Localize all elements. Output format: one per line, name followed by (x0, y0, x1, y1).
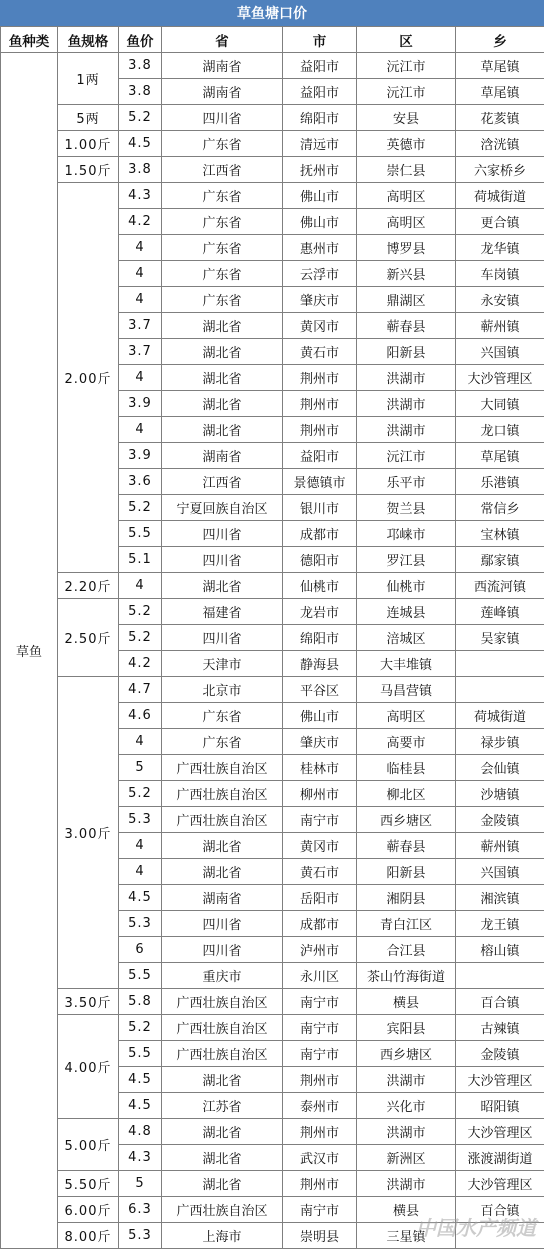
province-cell: 广东省 (162, 703, 283, 729)
city-cell: 抚州市 (283, 157, 357, 183)
township-cell: 西流河镇 (456, 573, 544, 599)
price-cell: 5.2 (119, 495, 162, 521)
district-cell: 罗江县 (357, 547, 456, 573)
province-cell: 江西省 (162, 469, 283, 495)
province-cell: 四川省 (162, 911, 283, 937)
province-cell: 广西壮族自治区 (162, 989, 283, 1015)
city-cell: 泰州市 (283, 1093, 357, 1119)
township-cell: 更合镇 (456, 209, 544, 235)
province-cell: 宁夏回族自治区 (162, 495, 283, 521)
district-cell: 沅江市 (357, 53, 456, 79)
price-cell: 5.2 (119, 105, 162, 131)
province-cell: 四川省 (162, 937, 283, 963)
city-cell: 佛山市 (283, 209, 357, 235)
district-cell: 三星镇 (357, 1223, 456, 1249)
township-cell: 大沙管理区 (456, 365, 544, 391)
district-cell: 阳新县 (357, 339, 456, 365)
province-cell: 广东省 (162, 209, 283, 235)
size-cell: 1.50斤 (58, 157, 119, 183)
price-cell: 4.8 (119, 1119, 162, 1145)
price-cell: 4.5 (119, 885, 162, 911)
city-cell: 桂林市 (283, 755, 357, 781)
township-cell: 车岗镇 (456, 261, 544, 287)
price-cell: 3.6 (119, 469, 162, 495)
size-cell: 8.00斤 (58, 1223, 119, 1249)
district-cell: 乐平市 (357, 469, 456, 495)
district-cell: 高明区 (357, 183, 456, 209)
province-cell: 四川省 (162, 105, 283, 131)
size-cell: 2.00斤 (58, 183, 119, 573)
province-cell: 四川省 (162, 547, 283, 573)
table-row (1, 677, 544, 703)
city-cell: 荆州市 (283, 417, 357, 443)
price-cell: 5.3 (119, 807, 162, 833)
city-cell: 德阳市 (283, 547, 357, 573)
size-cell: 3.50斤 (58, 989, 119, 1015)
table-row (1, 183, 544, 209)
size-cell: 5两 (58, 105, 119, 131)
district-cell: 洪湖市 (357, 1171, 456, 1197)
township-cell: 蕲州镇 (456, 833, 544, 859)
province-cell: 四川省 (162, 625, 283, 651)
city-cell: 肇庆市 (283, 287, 357, 313)
price-cell: 3.9 (119, 443, 162, 469)
district-cell: 柳北区 (357, 781, 456, 807)
price-cell: 3.9 (119, 391, 162, 417)
province-cell: 湖北省 (162, 1119, 283, 1145)
district-cell: 洪湖市 (357, 365, 456, 391)
province-cell: 湖北省 (162, 365, 283, 391)
city-cell: 南宁市 (283, 989, 357, 1015)
city-cell: 荆州市 (283, 1119, 357, 1145)
district-cell: 沅江市 (357, 443, 456, 469)
province-cell: 湖北省 (162, 313, 283, 339)
province-cell: 湖南省 (162, 79, 283, 105)
city-cell: 南宁市 (283, 1015, 357, 1041)
township-cell: 花荄镇 (456, 105, 544, 131)
table-row (1, 989, 544, 1015)
price-cell: 3.8 (119, 53, 162, 79)
price-cell: 4.5 (119, 1067, 162, 1093)
district-cell: 洪湖市 (357, 391, 456, 417)
price-cell: 3.7 (119, 313, 162, 339)
city-cell: 柳州市 (283, 781, 357, 807)
district-cell: 合江县 (357, 937, 456, 963)
price-cell: 5.2 (119, 599, 162, 625)
district-cell: 博罗县 (357, 235, 456, 261)
size-cell: 2.20斤 (58, 573, 119, 599)
district-cell: 崇仁县 (357, 157, 456, 183)
province-cell: 广西壮族自治区 (162, 781, 283, 807)
township-cell: 百合镇 (456, 1197, 544, 1223)
district-cell: 大丰堆镇 (357, 651, 456, 677)
price-cell: 4 (119, 833, 162, 859)
price-cell: 3.7 (119, 339, 162, 365)
table-row (1, 1015, 544, 1041)
city-cell: 南宁市 (283, 1197, 357, 1223)
table-row (1, 131, 544, 157)
price-cell: 5.2 (119, 781, 162, 807)
watermark: 中国水产频道 (416, 1216, 536, 1240)
district-cell: 横县 (357, 989, 456, 1015)
province-cell: 湖南省 (162, 443, 283, 469)
table-row (1, 1119, 544, 1145)
district-cell: 横县 (357, 1197, 456, 1223)
price-cell: 5.5 (119, 1041, 162, 1067)
district-cell: 仙桃市 (357, 573, 456, 599)
price-cell: 6 (119, 937, 162, 963)
township-cell: 草尾镇 (456, 79, 544, 105)
price-cell: 5 (119, 1171, 162, 1197)
price-cell: 4.5 (119, 131, 162, 157)
price-cell: 4 (119, 729, 162, 755)
township-cell: 大沙管理区 (456, 1067, 544, 1093)
township-cell: 古辣镇 (456, 1015, 544, 1041)
province-cell: 广东省 (162, 131, 283, 157)
province-cell: 广东省 (162, 183, 283, 209)
city-cell: 静海县 (283, 651, 357, 677)
province-cell: 湖北省 (162, 833, 283, 859)
district-cell: 贺兰县 (357, 495, 456, 521)
price-cell: 4.3 (119, 183, 162, 209)
city-cell: 黄冈市 (283, 833, 357, 859)
species-cell: 草鱼 (1, 53, 58, 1249)
township-cell: 龙华镇 (456, 235, 544, 261)
price-cell: 4 (119, 365, 162, 391)
size-cell: 3.00斤 (58, 677, 119, 989)
township-cell: 常信乡 (456, 495, 544, 521)
township-cell: 大沙管理区 (456, 1171, 544, 1197)
district-cell: 阳新县 (357, 859, 456, 885)
table-row (1, 1171, 544, 1197)
district-cell: 高明区 (357, 703, 456, 729)
city-cell: 益阳市 (283, 443, 357, 469)
district-cell: 蕲春县 (357, 833, 456, 859)
district-cell: 新洲区 (357, 1145, 456, 1171)
city-cell: 益阳市 (283, 79, 357, 105)
township-cell: 兴国镇 (456, 859, 544, 885)
city-cell: 崇明县 (283, 1223, 357, 1249)
district-cell: 湘阴县 (357, 885, 456, 911)
table-row (1, 1197, 544, 1223)
district-cell: 宾阳县 (357, 1015, 456, 1041)
price-cell: 4.2 (119, 209, 162, 235)
township-cell: 荷城街道 (456, 703, 544, 729)
price-cell: 4 (119, 859, 162, 885)
province-cell: 广东省 (162, 261, 283, 287)
township-cell: 龙口镇 (456, 417, 544, 443)
township-cell: 昭阳镇 (456, 1093, 544, 1119)
price-cell: 5.3 (119, 1223, 162, 1249)
township-cell: 金陵镇 (456, 807, 544, 833)
city-cell: 佛山市 (283, 703, 357, 729)
city-cell: 仙桃市 (283, 573, 357, 599)
header-city: 市 (283, 27, 357, 53)
price-cell: 5 (119, 755, 162, 781)
district-cell: 洪湖市 (357, 1119, 456, 1145)
district-cell: 洪湖市 (357, 417, 456, 443)
price-cell: 5.5 (119, 521, 162, 547)
city-cell: 银川市 (283, 495, 357, 521)
header-district: 区 (357, 27, 456, 53)
size-cell: 6.00斤 (58, 1197, 119, 1223)
table-row (1, 1223, 544, 1249)
price-cell: 3.8 (119, 79, 162, 105)
city-cell: 荆州市 (283, 1067, 357, 1093)
township-cell: 浛洸镇 (456, 131, 544, 157)
table-row (1, 53, 544, 79)
city-cell: 龙岩市 (283, 599, 357, 625)
province-cell: 湖北省 (162, 339, 283, 365)
city-cell: 景德镇市 (283, 469, 357, 495)
township-cell: 荷城街道 (456, 183, 544, 209)
township-cell: 大沙管理区 (456, 1119, 544, 1145)
size-cell: 1.00斤 (58, 131, 119, 157)
province-cell: 重庆市 (162, 963, 283, 989)
header-species: 鱼种类 (1, 27, 58, 53)
price-cell: 4 (119, 417, 162, 443)
township-cell: 湘滨镇 (456, 885, 544, 911)
city-cell: 益阳市 (283, 53, 357, 79)
district-cell: 高明区 (357, 209, 456, 235)
province-cell: 湖北省 (162, 1145, 283, 1171)
township-cell: 宝林镇 (456, 521, 544, 547)
province-cell: 湖北省 (162, 417, 283, 443)
city-cell: 黄石市 (283, 859, 357, 885)
township-cell (456, 651, 544, 677)
province-cell: 湖北省 (162, 859, 283, 885)
city-cell: 成都市 (283, 521, 357, 547)
header-price: 鱼价 (119, 27, 162, 53)
price-cell: 4 (119, 287, 162, 313)
province-cell: 广西壮族自治区 (162, 755, 283, 781)
district-cell: 新兴县 (357, 261, 456, 287)
township-cell (456, 963, 544, 989)
township-cell: 草尾镇 (456, 443, 544, 469)
city-cell: 荆州市 (283, 391, 357, 417)
district-cell: 青白江区 (357, 911, 456, 937)
price-cell: 5.2 (119, 1015, 162, 1041)
township-cell (456, 677, 544, 703)
city-cell: 泸州市 (283, 937, 357, 963)
price-cell: 4.7 (119, 677, 162, 703)
district-cell: 西乡塘区 (357, 807, 456, 833)
city-cell: 南宁市 (283, 807, 357, 833)
province-cell: 福建省 (162, 599, 283, 625)
province-cell: 广东省 (162, 729, 283, 755)
province-cell: 广西壮族自治区 (162, 1197, 283, 1223)
province-cell: 四川省 (162, 521, 283, 547)
district-cell: 蕲春县 (357, 313, 456, 339)
district-cell: 马昌营镇 (357, 677, 456, 703)
size-cell: 5.50斤 (58, 1171, 119, 1197)
price-cell: 4.2 (119, 651, 162, 677)
table-body (1, 53, 544, 1249)
province-cell: 广东省 (162, 287, 283, 313)
province-cell: 湖北省 (162, 573, 283, 599)
district-cell: 连城县 (357, 599, 456, 625)
province-cell: 湖北省 (162, 391, 283, 417)
price-cell: 4.5 (119, 1093, 162, 1119)
city-cell: 荆州市 (283, 365, 357, 391)
township-cell: 涨渡湖街道 (456, 1145, 544, 1171)
township-cell: 沙塘镇 (456, 781, 544, 807)
district-cell: 英德市 (357, 131, 456, 157)
township-cell: 百合镇 (456, 989, 544, 1015)
township-cell: 兴国镇 (456, 339, 544, 365)
city-cell: 荆州市 (283, 1171, 357, 1197)
province-cell: 广西壮族自治区 (162, 1015, 283, 1041)
city-cell: 肇庆市 (283, 729, 357, 755)
city-cell: 岳阳市 (283, 885, 357, 911)
province-cell: 广西壮族自治区 (162, 807, 283, 833)
size-cell: 2.50斤 (58, 599, 119, 677)
township-cell: 吴家镇 (456, 625, 544, 651)
district-cell: 西乡塘区 (357, 1041, 456, 1067)
header-size: 鱼规格 (58, 27, 119, 53)
township-cell: 六家桥乡 (456, 157, 544, 183)
province-cell: 湖北省 (162, 1171, 283, 1197)
city-cell: 云浮市 (283, 261, 357, 287)
township-cell: 会仙镇 (456, 755, 544, 781)
price-cell: 5.5 (119, 963, 162, 989)
district-cell: 安县 (357, 105, 456, 131)
city-cell: 平谷区 (283, 677, 357, 703)
table-row (1, 105, 544, 131)
province-cell: 广西壮族自治区 (162, 1041, 283, 1067)
price-cell: 3.8 (119, 157, 162, 183)
district-cell: 兴化市 (357, 1093, 456, 1119)
header-township: 乡 (456, 27, 544, 53)
township-cell (456, 1223, 544, 1249)
price-cell: 5.8 (119, 989, 162, 1015)
province-cell: 湖南省 (162, 885, 283, 911)
district-cell: 茶山竹海街道 (357, 963, 456, 989)
sheet-title: 草鱼塘口价 (0, 0, 544, 26)
province-cell: 上海市 (162, 1223, 283, 1249)
header-province: 省 (162, 27, 283, 53)
province-cell: 天津市 (162, 651, 283, 677)
price-table (0, 26, 544, 1249)
price-cell: 4.6 (119, 703, 162, 729)
city-cell: 永川区 (283, 963, 357, 989)
district-cell: 鼎湖区 (357, 287, 456, 313)
price-cell: 4 (119, 235, 162, 261)
table-row (1, 599, 544, 625)
price-cell: 4 (119, 573, 162, 599)
township-cell: 金陵镇 (456, 1041, 544, 1067)
province-cell: 湖北省 (162, 1067, 283, 1093)
district-cell: 涪城区 (357, 625, 456, 651)
district-cell: 临桂县 (357, 755, 456, 781)
province-cell: 江西省 (162, 157, 283, 183)
city-cell: 绵阳市 (283, 105, 357, 131)
province-cell: 广东省 (162, 235, 283, 261)
city-cell: 成都市 (283, 911, 357, 937)
size-cell: 1两 (58, 53, 119, 105)
township-cell: 龙王镇 (456, 911, 544, 937)
size-cell: 5.00斤 (58, 1119, 119, 1171)
header-row (1, 27, 544, 53)
table-header (1, 27, 544, 53)
city-cell: 南宁市 (283, 1041, 357, 1067)
township-cell: 榕山镇 (456, 937, 544, 963)
district-cell: 洪湖市 (357, 1067, 456, 1093)
district-cell: 高要市 (357, 729, 456, 755)
price-cell: 5.3 (119, 911, 162, 937)
township-cell: 永安镇 (456, 287, 544, 313)
district-cell: 沅江市 (357, 79, 456, 105)
township-cell: 大同镇 (456, 391, 544, 417)
district-cell: 邛崃市 (357, 521, 456, 547)
price-cell: 4 (119, 261, 162, 287)
table-row (1, 573, 544, 599)
township-cell: 禄步镇 (456, 729, 544, 755)
province-cell: 江苏省 (162, 1093, 283, 1119)
price-cell: 6.3 (119, 1197, 162, 1223)
city-cell: 佛山市 (283, 183, 357, 209)
city-cell: 武汉市 (283, 1145, 357, 1171)
township-cell: 鄢家镇 (456, 547, 544, 573)
city-cell: 清远市 (283, 131, 357, 157)
province-cell: 湖南省 (162, 53, 283, 79)
province-cell: 北京市 (162, 677, 283, 703)
city-cell: 绵阳市 (283, 625, 357, 651)
township-cell: 草尾镇 (456, 53, 544, 79)
price-cell: 5.2 (119, 625, 162, 651)
township-cell: 乐港镇 (456, 469, 544, 495)
township-cell: 蕲州镇 (456, 313, 544, 339)
price-cell: 4.3 (119, 1145, 162, 1171)
price-cell: 5.1 (119, 547, 162, 573)
size-cell: 4.00斤 (58, 1015, 119, 1119)
table-row (1, 157, 544, 183)
city-cell: 黄冈市 (283, 313, 357, 339)
city-cell: 黄石市 (283, 339, 357, 365)
city-cell: 惠州市 (283, 235, 357, 261)
township-cell: 莲峰镇 (456, 599, 544, 625)
